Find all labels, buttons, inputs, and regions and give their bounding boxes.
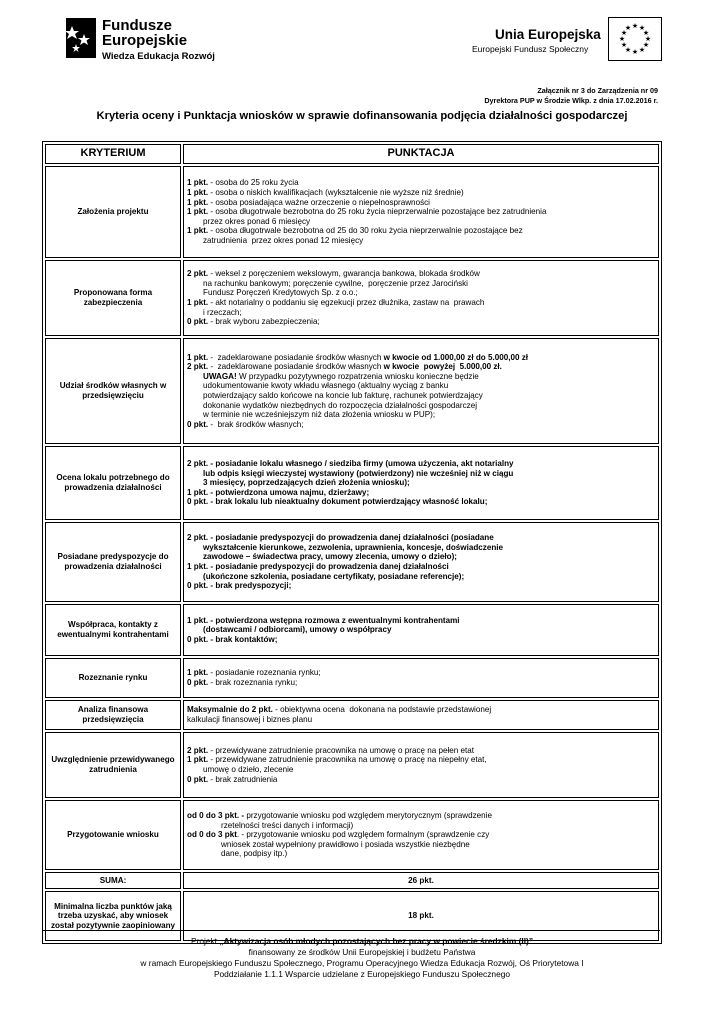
points-text: Fundusz Poręczeń Kredytowych Sp. z o.o.;	[203, 288, 358, 298]
points-text: . - przygotowanie wniosku pod względem formalnym (sprawdzenie czy	[236, 830, 490, 840]
footer-divider	[42, 930, 660, 931]
document-title: Kryteria oceny i Punktacja wniosków w sprawie dofinansowania podjęcia działalności gospodarczej	[96, 110, 628, 122]
points-line	[187, 188, 655, 198]
table-row	[45, 658, 659, 698]
svg-text:★: ★	[644, 35, 652, 43]
footer-project-prefix: Projekt	[190, 936, 220, 946]
footer-line3: w ramach Europejskiego Funduszu Społecznego, Programu Operacyjnego Wiedza Edukacja Rozwój, Oś Priorytetowa I	[140, 958, 584, 968]
points-line	[187, 279, 655, 289]
points-text: - brak zatrudnienia	[208, 774, 278, 784]
fe-stars-icon	[66, 18, 96, 58]
points-value: 3 miesięcy, poprzedzających dzień złożenia wniosku);	[203, 478, 410, 488]
points-value: lub odpis księgi wieczystej wystawiony (potwierdzony) nie wcześniej niż w ciągu	[203, 468, 514, 478]
criterion-cell: Uwzględnienie przewidywanego zatrudnienia	[45, 732, 181, 798]
points-text: - osoba posiadająca ważne orzeczenie o niepełnosprawności	[208, 197, 430, 207]
points-text: - osoba długotrwale bezrobotna do 25 roku życia nieprzerwalnie pozostające bez zatrudnienia	[208, 207, 547, 217]
points-text: - osoba długotrwale bezrobotna od 25 do 30 roku życia nieprzerwalnie pozostające bez	[208, 226, 523, 236]
points-value: 0 pkt.	[187, 678, 209, 687]
svg-text:★: ★	[642, 29, 650, 37]
points-value: 0 pkt. - brak predyspozycji;	[187, 581, 292, 591]
table-row	[45, 604, 659, 656]
points-value: 1 pkt. - posiadanie predyspozycji do prowadzenia danej działalności	[187, 562, 449, 571]
points-cell	[183, 338, 659, 444]
points-value: 1 pkt.	[187, 188, 209, 198]
criteria-table	[42, 141, 662, 944]
criterion-cell: Ocena lokalu potrzebnego do prowadzenia działalności	[45, 446, 181, 520]
criterion-cell: Udział środków własnych w przedsięwzięciu	[45, 338, 181, 444]
eu-flag-icon	[608, 17, 662, 61]
points-value: 0 pkt.	[187, 419, 209, 429]
ue-subtitle: Europejski Fundusz Społeczny	[472, 44, 589, 54]
points-value: 0 pkt.	[187, 774, 209, 784]
minimum-label: Minimalna liczba punktów jaką trzeba uzyskać, aby wniosek został pozytywnie zaopiniowany	[45, 891, 181, 941]
points-line	[187, 849, 655, 859]
points-line	[187, 198, 655, 208]
footer-line4: Poddziałanie 1.1.1 Wsparcie udzielane z Europejskiego Funduszu Społecznego	[213, 969, 511, 979]
annex-line2: Dyrektora PUP w Środzie Wlkp. z dnia 17.02.2016 r.	[484, 96, 658, 105]
points-line	[187, 178, 655, 188]
points-line	[187, 581, 655, 591]
points-value: 0 pkt.	[187, 317, 209, 327]
points-line	[187, 543, 655, 553]
fe-title-line1: Fundusze	[102, 17, 172, 34]
fe-subtitle: Wiedza Edukacja Rozwój	[102, 51, 215, 62]
points-text: - weksel z poręczeniem wekslowym, gwarancja bankowa, blokada środków	[208, 269, 480, 279]
criterion-cell: Analiza finansowa przedsięwzięcia	[45, 700, 181, 730]
annex-reference	[484, 86, 658, 106]
points-value: 1 pkt.	[187, 668, 209, 678]
points-value: 2 pkt.	[187, 269, 209, 279]
points-value: 2 pkt.	[187, 362, 209, 372]
points-text: umowę o dzieło, zlecenie	[203, 765, 294, 774]
points-value: 0 pkt. - brak lokalu lub nieaktualny dokument potwierdzający własność lokalu;	[187, 497, 488, 507]
points-line	[187, 269, 655, 279]
points-text: dokonanie wydatków niezbędnych do rozpoczęcia działalności gospodarczej	[203, 400, 478, 410]
points-line	[187, 562, 655, 572]
table-row	[45, 800, 659, 870]
points-value: Maksymalnie do 2 pkt.	[187, 705, 273, 715]
points-line	[187, 811, 655, 821]
svg-text:★: ★	[624, 46, 632, 54]
table-row	[45, 446, 659, 520]
points-cell	[183, 166, 659, 258]
points-line	[187, 353, 655, 363]
points-text: - przewidywane zatrudnienie pracownika na umowę o pracę na niepełny etat,	[208, 755, 487, 765]
annex-line1: Załącznik nr 3 do Zarządzenia nr 09	[537, 86, 658, 95]
points-cell	[183, 732, 659, 798]
points-text: - obiektywna ocena dokonana na podstawie przedstawionej	[272, 705, 492, 715]
points-line	[187, 830, 655, 840]
points-text: - osoba do 25 roku życia	[208, 178, 299, 188]
minimum-value: 18 pkt.	[183, 891, 659, 941]
points-value: 2 pkt.	[187, 745, 209, 755]
table-header-row	[45, 144, 659, 164]
svg-text:★: ★	[620, 29, 628, 37]
points-line	[187, 635, 655, 645]
svg-text:★: ★	[620, 41, 628, 49]
footer-project-name: „Aktywizacja osób młodych pozostających bez pracy w powiecie średzkim (II)”	[219, 936, 534, 946]
points-text: zatrudnienia przez okres ponad 12 miesięcy	[203, 235, 364, 245]
table-row	[45, 522, 659, 602]
points-cell	[183, 260, 659, 336]
page-header	[0, 0, 724, 80]
points-line	[187, 381, 655, 391]
points-text: - zadeklarowane posiadanie środków własnych	[208, 352, 384, 362]
points-line	[187, 715, 655, 725]
points-line	[187, 469, 655, 479]
points-text: kalkulacji finansowej i biznes planu	[187, 715, 313, 724]
points-line	[187, 317, 655, 327]
points-line	[187, 840, 655, 850]
points-text: rzetelności treści danych i informacji)	[221, 820, 354, 830]
criterion-cell: Proponowana forma zabezpieczenia	[45, 260, 181, 336]
points-text: - osoba o niskich kwalifikacjach (wykształcenie nie wyższe niż średnie)	[208, 188, 464, 198]
points-cell	[183, 522, 659, 602]
points-line	[187, 217, 655, 227]
sum-label: SUMA:	[45, 872, 181, 889]
points-text: - przewidywane zatrudnienie pracownika na umowę o pracę na pełen etat	[208, 745, 475, 755]
points-line	[187, 391, 655, 401]
points-cell	[183, 446, 659, 520]
points-line	[187, 288, 655, 298]
points-line	[187, 308, 655, 318]
points-text: wniosek został wypełniony prawidłowo i posiada wszystkie niezbędne	[221, 839, 470, 849]
points-cell	[183, 658, 659, 698]
table-row	[45, 338, 659, 444]
criterion-cell: Współpraca, kontakty z ewentualnymi kontrahentami	[45, 604, 181, 656]
svg-text:★: ★	[631, 48, 639, 56]
minimum-row	[45, 891, 659, 941]
points-text: przez okres ponad 6 miesięcy	[203, 216, 311, 226]
points-line	[187, 488, 655, 498]
points-line	[187, 497, 655, 507]
points-line	[187, 362, 655, 372]
points-line	[187, 226, 655, 236]
footer-project-line	[0, 936, 724, 947]
col-header-criterion: KRYTERIUM	[45, 144, 181, 164]
points-value: w kwocie powyżej 5.000,00 zł.	[383, 362, 502, 372]
points-line	[187, 668, 655, 678]
sum-row	[45, 872, 659, 889]
points-line	[187, 207, 655, 217]
points-cell	[183, 800, 659, 870]
points-value: 2 pkt. - posiadanie predyspozycji do prowadzenia danej działalności (posiadane	[187, 533, 494, 543]
points-line	[187, 678, 655, 688]
points-text: na rachunku bankowym; poręczenie cywilne, poręczenie przez Jarociński	[203, 278, 468, 288]
points-value: w kwocie od 1.000,00 zł do 5.000,00 zł	[383, 352, 529, 362]
points-line	[187, 298, 655, 308]
points-value: od 0 do 3 pkt. -	[187, 811, 245, 821]
points-cell	[183, 604, 659, 656]
points-text: - zadeklarowane posiadanie środków własnych	[208, 362, 384, 372]
points-value: wykształcenie kierunkowe, zezwolenia, uprawnienia, koncesje, doświadczenie	[203, 542, 504, 552]
table-row	[45, 700, 659, 730]
points-text: - akt notarialny o poddaniu się egzekucji przez dłużnika, zastaw na prawach	[208, 298, 485, 307]
svg-text:★: ★	[638, 46, 646, 54]
points-text: udokumentowanie kwoty wkładu własnego (aktualny wyciąg z banku	[203, 381, 449, 391]
points-line	[187, 372, 655, 382]
criterion-cell: Rozeznanie rynku	[45, 658, 181, 698]
points-text: - brak rozeznania rynku;	[208, 678, 298, 687]
points-line	[187, 478, 655, 488]
points-value: 1 pkt.	[187, 197, 209, 207]
table-row	[45, 166, 659, 258]
points-value: 1 pkt.	[187, 226, 209, 236]
points-text: dane, podpisy itp.)	[221, 849, 288, 859]
criterion-cell: Założenia projektu	[45, 166, 181, 258]
points-line	[187, 705, 655, 715]
points-value: 1 pkt.	[187, 755, 209, 765]
points-line	[187, 410, 655, 420]
points-line	[187, 459, 655, 469]
footer-line2: finansowany ze środków Unii Europejskiej i budżetu Państwa	[248, 947, 476, 957]
points-line	[187, 420, 655, 430]
svg-text:★: ★	[631, 22, 639, 30]
points-line	[187, 572, 655, 582]
points-value: 1 pkt.	[187, 352, 209, 362]
table-row	[45, 732, 659, 798]
points-line	[187, 616, 655, 626]
fe-title-line2: Europejskie	[102, 32, 188, 49]
svg-text:★: ★	[618, 35, 626, 43]
points-cell	[183, 700, 659, 730]
points-line	[187, 236, 655, 246]
points-value: 1 pkt. - potwierdzona umowa najmu, dzierżawy;	[187, 487, 370, 497]
criterion-cell: Przygotowanie wniosku	[45, 800, 181, 870]
ue-title: Unia Europejska	[495, 27, 601, 42]
points-line	[187, 401, 655, 411]
points-value: 1 pkt.	[187, 178, 209, 188]
points-line	[187, 765, 655, 775]
points-text: przygotowanie wniosku pod względem merytorycznym (sprawdzenie	[244, 811, 492, 821]
points-text: w terminie nie wcześniejszym niż data złożenia wniosku w PUP);	[203, 410, 436, 420]
svg-text:★: ★	[638, 24, 646, 32]
points-value: 1 pkt. - potwierdzona wstępna rozmowa z ewentualnymi kontrahentami	[187, 615, 460, 625]
table-row	[45, 260, 659, 336]
points-value: (ukończone szkolenia, posiadane certyfikaty, posiadane referencje);	[203, 571, 465, 581]
fundusze-europejskie-logo	[62, 14, 242, 70]
points-value: (dostawcami / odbiorcami), umowy o współpracy	[203, 625, 392, 635]
criterion-cell: Posiadane predyspozycje do prowadzenia działalności	[45, 522, 181, 602]
col-header-points: PUNKTACJA	[183, 144, 659, 164]
points-value: 2 pkt. - posiadanie lokalu własnego / siedziba firmy (umowa użyczenia, akt notarialny	[187, 459, 514, 469]
points-text: potwierdzający saldo końcowe na koncie lub fakturę, rachunek potwierdzający	[203, 391, 483, 400]
points-value: 1 pkt.	[187, 207, 209, 217]
points-value: 0 pkt. - brak kontaktów;	[187, 634, 278, 644]
points-text: - brak wyboru zabezpieczenia;	[208, 317, 320, 327]
points-line	[187, 552, 655, 562]
points-line	[187, 746, 655, 756]
points-text: W przypadku pozytywnego rozpatrzenia wniosku konieczne będzie	[236, 371, 479, 381]
points-line	[187, 533, 655, 543]
page-footer	[0, 936, 724, 980]
points-text: - posiadanie rozeznania rynku;	[208, 668, 321, 678]
points-value: od 0 do 3 pkt	[187, 830, 237, 840]
points-line	[187, 755, 655, 765]
sum-value: 26 pkt.	[183, 872, 659, 889]
points-line	[187, 821, 655, 831]
svg-text:★: ★	[642, 41, 650, 49]
points-value: 1 pkt.	[187, 298, 209, 307]
points-value: UWAGA!	[203, 371, 237, 381]
points-line	[187, 625, 655, 635]
points-text: i rzeczach;	[203, 307, 242, 317]
svg-text:★: ★	[624, 24, 632, 32]
points-text: - brak środków własnych;	[208, 419, 304, 429]
points-line	[187, 775, 655, 785]
points-value: zawodowe – świadectwa pracy, umowy zlecenia, umowy o dzieło);	[203, 552, 457, 562]
